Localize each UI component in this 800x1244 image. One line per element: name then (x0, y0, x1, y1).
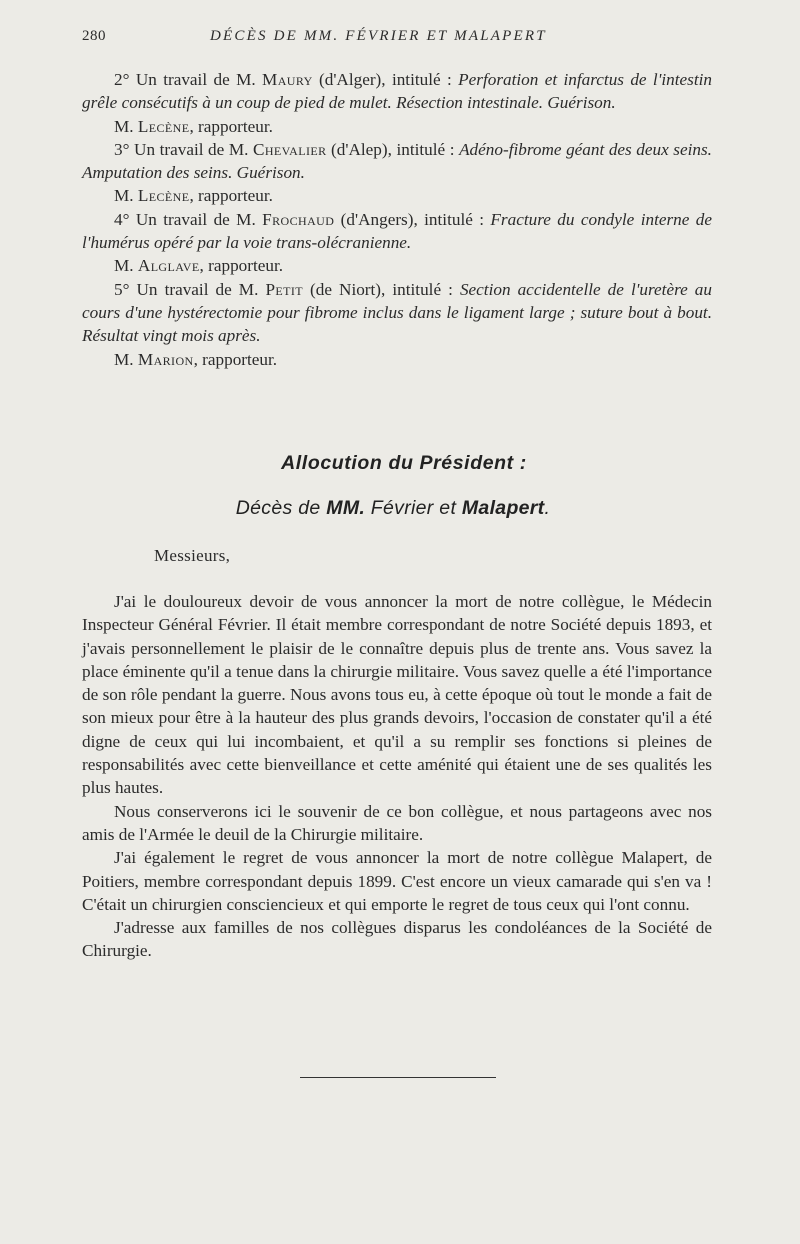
work-title: Adéno-fibrome géant des deux seins. Amputation des seins. Guérison. (82, 139, 712, 183)
entry-affiliation: (d'Alep), intitulé : (326, 139, 460, 159)
speech-paragraph: J'ai le douloureux devoir de vous annoncer la mort de notre collègue, le Médecin Inspecteur Général Février. Il était membre correspondant de notre Société depuis 1893, et j'avais personnellement le plaisir de le connaître depuis plus de trente ans. Vous savez la place éminente qu'il a tenue dans la chirurgie militaire. Vous savez quelle a été l'importance de son rôle pendant la guerre. Nous avons tous eu, à cette époque où tout le monde a fait de son mieux pour être à la hauteur des plus grands devoirs, l'occasion de constater qu'il a été digne de ceux qui lui incombaient, et qu'il a su remplir ses fonctions si pleines de responsabilités avec cette bienveillance et cette aménité qui étaient une de ses qualités les plus hautes. (82, 592, 712, 798)
rapporteur-prefix: M. (114, 186, 138, 206)
entry-affiliation: (d'Alger), intitulé : (312, 70, 459, 89)
running-header (82, 28, 712, 52)
rapporteur-prefix: M. (114, 116, 138, 136)
rapporteur-line (82, 184, 712, 207)
speech-paragraph: J'adresse aux familles de nos collègues disparus les condoléances de la Société de Chirurgie. (82, 918, 712, 961)
author-name: Frochaud (262, 209, 335, 229)
entry-affiliation: (de Niort), intitulé : (302, 279, 460, 299)
author-name: Petit (265, 279, 303, 299)
section-heading: Allocution du Président : (281, 452, 527, 474)
rapporteur-name: Marion (137, 349, 194, 369)
entry-number: 4° (114, 209, 130, 229)
page-number: 280 (82, 28, 106, 44)
rapporteur-prefix: M. (114, 256, 138, 276)
author-name: Maury (262, 70, 313, 89)
rapporteur-suffix: , rapporteur. (189, 116, 273, 136)
subheading-text-mid: Février et (365, 497, 462, 519)
entry-number: 5° (114, 279, 130, 299)
rapporteur-suffix: , rapporteur. (193, 349, 278, 369)
subheading-end: . (544, 497, 551, 519)
rapporteur-line (82, 348, 712, 371)
rapporteur-name: Lecène (137, 116, 190, 136)
entry-affiliation: (d'Angers), intitulé : (334, 209, 491, 229)
entry-intro: Un travail de M. (129, 139, 253, 159)
closing-rule (300, 1077, 496, 1078)
work-description (82, 138, 712, 185)
work-title: Section accidentelle de l'uretère au cours d'une hystérectomie pour fibrome inclus dans le ligament large ; suture bout à bout. Résultat vingt mois après. (82, 279, 712, 346)
speech-paragraph: Nous conserverons ici le souvenir de ce bon collègue, et nous partageons avec nos amis de l'Armée le deuil de la Chirurgie militaire. (82, 801, 712, 844)
entry-intro: Un travail de M. (129, 279, 266, 299)
work-entry (82, 278, 712, 371)
work-entry (82, 138, 712, 208)
section-subheading (0, 497, 793, 520)
work-entry (82, 208, 712, 278)
rapporteur-line (82, 115, 712, 138)
works-list (82, 68, 712, 371)
entry-intro: Un travail de M. (129, 70, 263, 89)
author-name: Chevalier (252, 139, 327, 159)
rapporteur-suffix: , rapporteur. (189, 186, 273, 206)
subheading-name: Malapert (461, 497, 545, 519)
running-title: DÉCÈS DE MM. FÉVRIER ET MALAPERT (210, 28, 547, 44)
speech-body (82, 590, 712, 963)
rapporteur-name: Lecène (137, 186, 190, 206)
entry-number: 2° (114, 70, 130, 89)
rapporteur-suffix: , rapporteur. (199, 256, 284, 276)
rapporteur-name: Alglave (137, 256, 200, 276)
rapporteur-line (82, 254, 712, 277)
entry-intro: Un travail de M. (129, 209, 263, 229)
work-title: Perforation et infarctus de l'intestin grêle consécutifs à un coup de pied de mulet. Résection intestinale. Guérison. (82, 70, 712, 113)
work-description (82, 208, 712, 255)
speech-paragraph: J'ai également le regret de vous annoncer la mort de notre collègue Malapert, de Poitiers, membre correspondant depuis 1899. C'est encore un vieux camarade qui s'en va ! C'était un chirurgien consciencieux et qui emporte le regret de tous ceux qui l'ont connu. (82, 848, 712, 914)
work-title: Fracture du condyle interne de l'humérus opéré par la voie trans-olécranienne. (82, 209, 713, 253)
subheading-mm: MM. (326, 497, 366, 519)
work-entry (82, 68, 712, 138)
rapporteur-prefix: M. (114, 349, 138, 369)
entry-number: 3° (114, 139, 130, 159)
subheading-text: Décès de (235, 497, 327, 519)
salutation: Messieurs, (154, 546, 231, 565)
work-description (82, 278, 712, 348)
work-description (82, 68, 712, 115)
